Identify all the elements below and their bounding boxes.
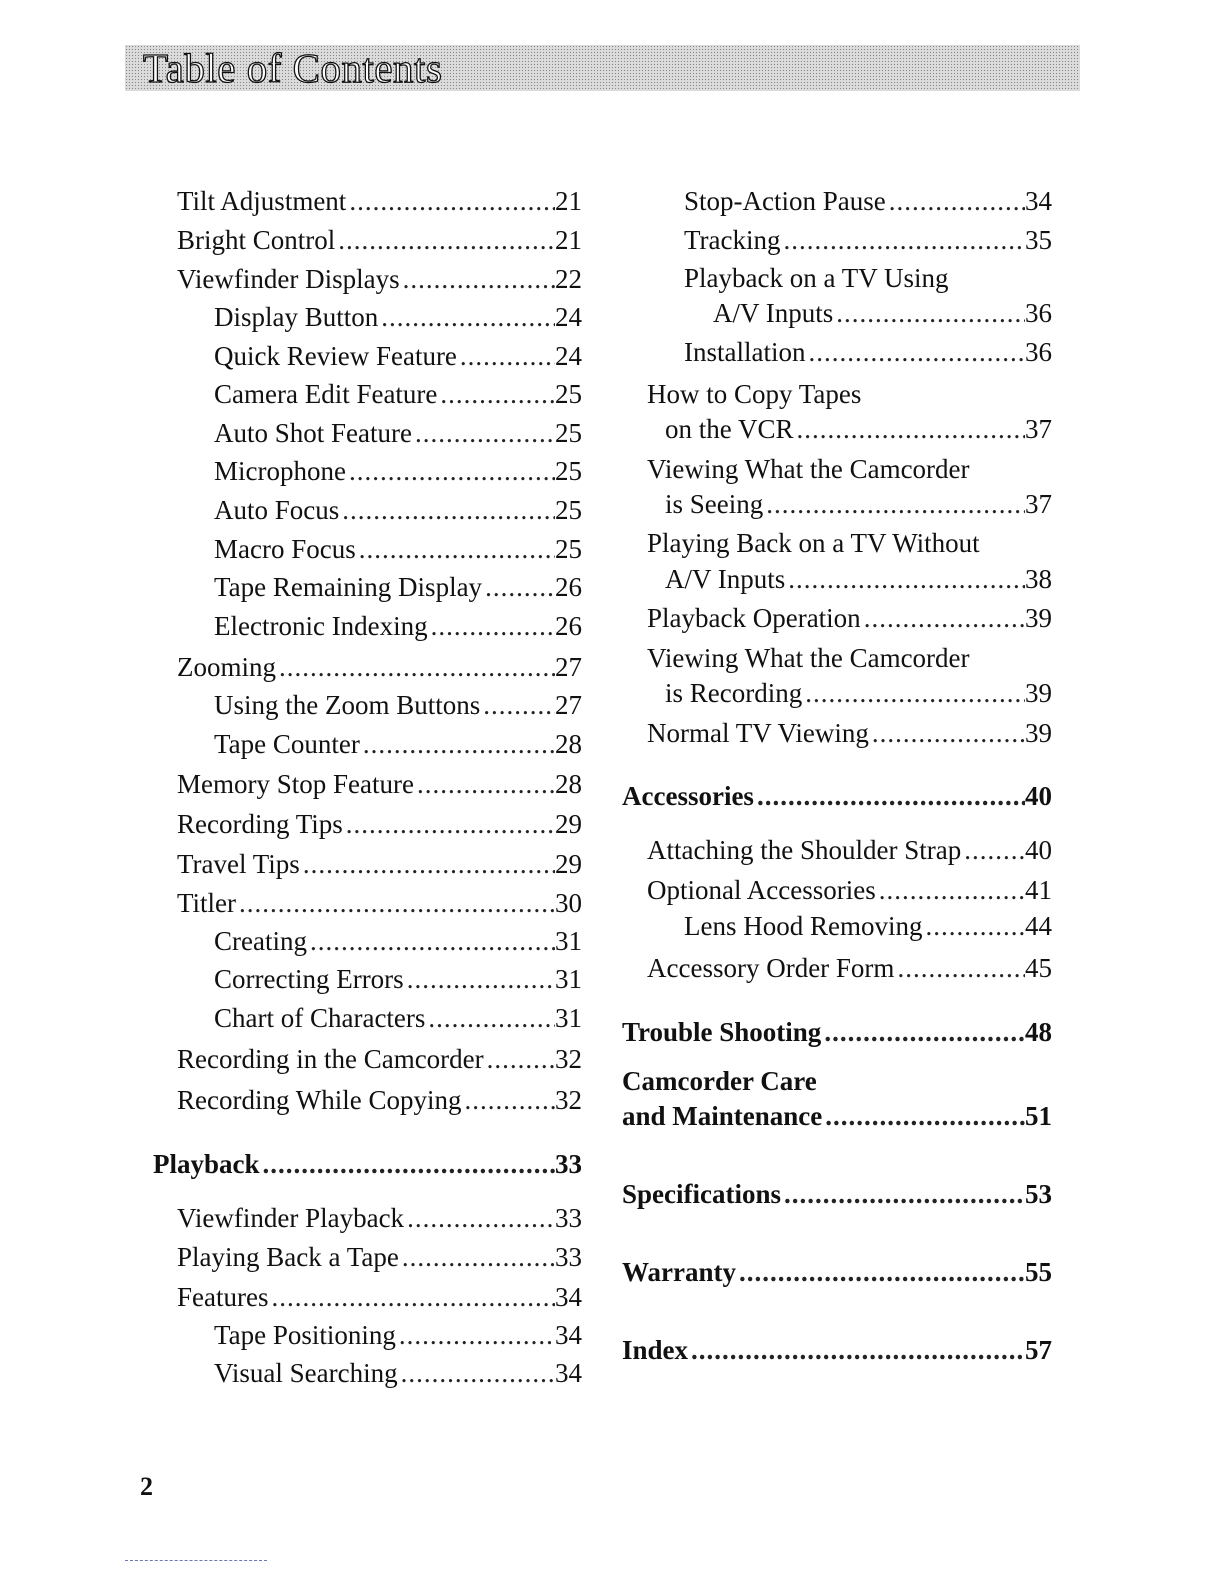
toc-entry[interactable]: Visual Searching ..... 34 [214, 1356, 582, 1390]
toc-entry[interactable]: Creating ..... 31 [214, 924, 582, 958]
toc-entry[interactable]: Electronic Indexing ..... 26 [214, 609, 582, 643]
toc-entry[interactable]: Installation ..... 36 [684, 335, 1052, 369]
toc-entry[interactable]: Playback Operation ..... 39 [647, 601, 1052, 635]
toc-section-entry[interactable]: Accessories ..... 40 [622, 779, 1052, 813]
toc-entry[interactable]: Zooming ..... 27 [177, 650, 582, 684]
toc-entry[interactable]: Memory Stop Feature ..... 28 [177, 767, 582, 801]
toc-entry[interactable]: Tracking ..... 35 [684, 223, 1052, 257]
toc-section-entry[interactable]: Playback ..... 33 [153, 1147, 582, 1181]
toc-entry[interactable]: Tape Remaining Display ..... 26 [214, 570, 582, 604]
toc-entry[interactable]: Recording Tips ..... 29 [177, 807, 582, 841]
bottom-rule [125, 1560, 267, 1561]
toc-entry[interactable]: Normal TV Viewing ..... 39 [647, 716, 1052, 750]
toc-entry[interactable]: Tilt Adjustment ..... 21 [177, 184, 582, 218]
toc-entry-line: Playback on a TV Using [684, 263, 949, 293]
toc-entry[interactable]: is Seeing ..... 37 [665, 487, 1052, 521]
toc-section-entry[interactable]: Index ..... 57 [622, 1333, 1052, 1367]
page-title: Table of Contents [143, 45, 443, 91]
toc-entry[interactable]: Display Button ..... 24 [214, 300, 582, 334]
toc-entry[interactable]: Quick Review Feature ..... 24 [214, 339, 582, 373]
toc-entry[interactable]: Optional Accessories ..... 41 [647, 873, 1052, 907]
toc-entry[interactable]: on the VCR ..... 37 [665, 412, 1052, 446]
toc-entry[interactable]: Camera Edit Feature ..... 25 [214, 377, 582, 411]
toc-entry-line: Viewing What the Camcorder [647, 454, 970, 484]
toc-entry[interactable]: Recording While Copying ..... 32 [177, 1083, 582, 1117]
toc-section-entry[interactable]: Specifications ..... 53 [622, 1177, 1052, 1211]
toc-entry[interactable]: Auto Shot Feature ..... 25 [214, 416, 582, 450]
toc-entry[interactable]: Chart of Characters ..... 31 [214, 1001, 582, 1035]
toc-entry[interactable]: is Recording ..... 39 [665, 676, 1052, 710]
toc-entry[interactable]: Stop-Action Pause ..... 34 [684, 184, 1052, 218]
toc-entry-line: Playing Back on a TV Without [647, 528, 980, 558]
toc-entry[interactable]: Auto Focus ..... 25 [214, 493, 582, 527]
toc-entry[interactable]: A/V Inputs ..... 36 [713, 296, 1052, 330]
toc-entry[interactable]: Accessory Order Form ..... 45 [647, 951, 1052, 985]
toc-entry[interactable]: Correcting Errors ..... 31 [214, 962, 582, 996]
toc-entry[interactable]: Macro Focus ..... 25 [214, 532, 582, 566]
page-number: 2 [140, 1472, 153, 1501]
toc-entry[interactable]: A/V Inputs ..... 38 [665, 562, 1052, 596]
toc-entry[interactable]: Viewfinder Displays ..... 22 [177, 262, 582, 296]
toc-entry[interactable]: Travel Tips ..... 29 [177, 847, 582, 881]
toc-entry[interactable]: Playing Back a Tape ..... 33 [177, 1240, 582, 1274]
toc-entry-line: How to Copy Tapes [647, 379, 862, 409]
toc-entry[interactable]: Microphone ..... 25 [214, 454, 582, 488]
toc-entry[interactable]: Titler ..... 30 [177, 886, 582, 920]
toc-section-entry[interactable]: Trouble Shooting ..... 48 [622, 1015, 1052, 1049]
toc-section-entry[interactable]: Warranty ..... 55 [622, 1255, 1052, 1289]
toc-entry-line: Viewing What the Camcorder [647, 643, 970, 673]
toc-entry[interactable]: Viewfinder Playback ..... 33 [177, 1201, 582, 1235]
toc-entry[interactable]: Using the Zoom Buttons ..... 27 [214, 688, 582, 722]
toc-section-entry[interactable]: and Maintenance ..... 51 [622, 1099, 1052, 1133]
toc-section-line: Camcorder Care [622, 1066, 817, 1096]
toc-entry[interactable]: Recording in the Camcorder ..... 32 [177, 1042, 582, 1076]
toc-entry[interactable]: Bright Control ..... 21 [177, 223, 582, 257]
toc-entry[interactable]: Tape Counter ..... 28 [214, 727, 582, 761]
toc-entry[interactable]: Features ..... 34 [177, 1280, 582, 1314]
toc-entry[interactable]: Lens Hood Removing ..... 44 [684, 909, 1052, 943]
toc-entry[interactable]: Tape Positioning ..... 34 [214, 1318, 582, 1352]
toc-entry[interactable]: Attaching the Shoulder Strap ..... 40 [647, 833, 1052, 867]
